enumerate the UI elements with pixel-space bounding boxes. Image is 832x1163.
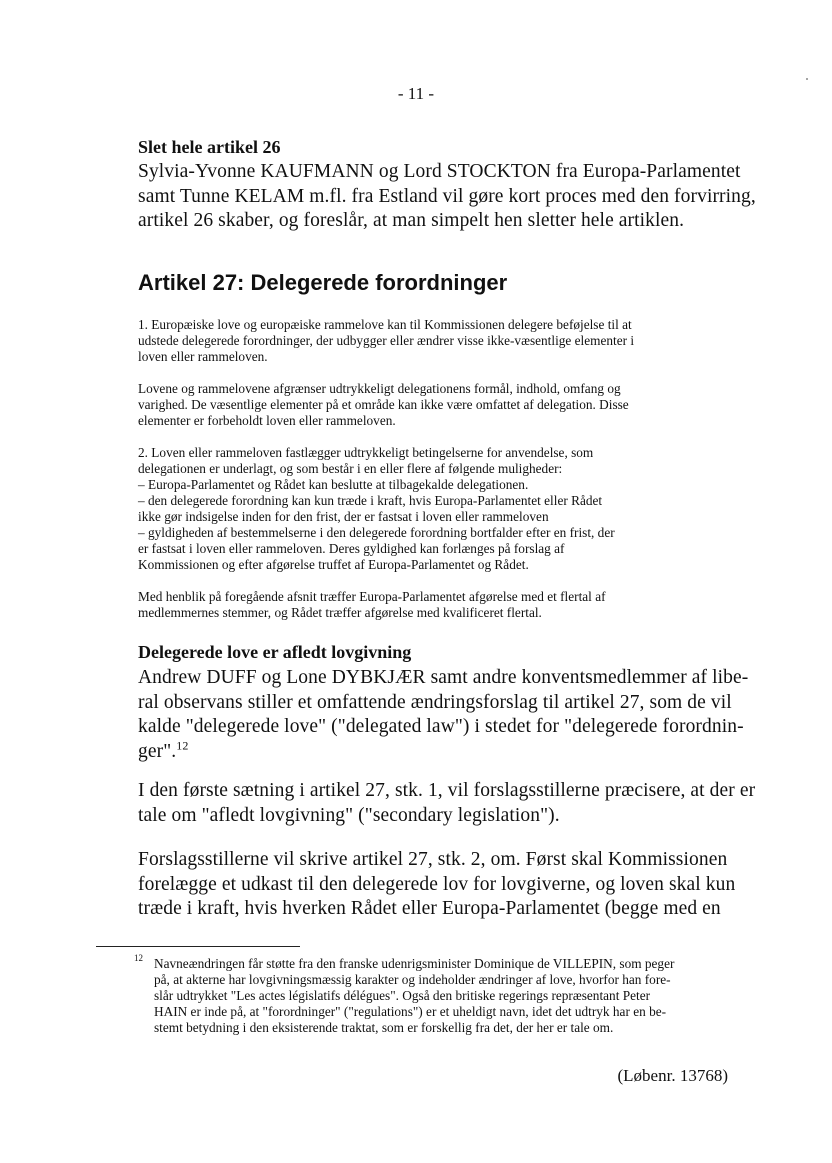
text-line: 2. Loven eller rammeloven fastlægger udtrykkeligt betingelserne for anvendelse, som	[138, 445, 594, 460]
section-heading-delegated-laws: Delegerede love er afledt lovgivning	[138, 642, 412, 662]
text-line: på, at akterne har lovgivningsmæssig karakter og indeholder ændringer af love, hvorfor han fore-	[154, 972, 671, 987]
text-line: tale om "afledt lovgivning" ("secondary legislation").	[138, 804, 560, 826]
text-line: kalde "delegerede love" ("delegated law") i stedet for "delegerede forordnin-	[138, 716, 744, 737]
text-line: elementer er forbeholdt loven eller rammeloven.	[138, 413, 396, 428]
text-line: Lovene og rammelovene afgrænser udtrykkeligt delegationens formål, indhold, omfang og	[138, 381, 621, 396]
scan-speck	[806, 78, 808, 80]
text-line: Forslagsstillerne vil skrive artikel 27, stk. 2, om. Først skal Kommissionen	[138, 849, 728, 870]
text-line: Med henblik på foregående afsnit træffer Europa-Parlamentet afgørelse med et flertal af	[138, 589, 606, 604]
text-line: er fastsat i loven eller rammeloven. Deres gyldighed kan forlænges på forslag af	[138, 541, 565, 556]
text-line: Kommissionen og efter afgørelse truffet af Europa-Parlamentet og Rådet.	[138, 557, 529, 572]
text-line: træde i kraft, hvis hverken Rådet eller Europa-Parlamentet (begge med en	[138, 898, 721, 919]
text-line: ikke gør indsigelse inden for den frist, der er fastsat i loven eller rammeloven	[138, 509, 549, 524]
footnote-number: 12	[134, 953, 143, 963]
text-line: – gyldigheden af bestemmelserne i den delegerede forordning bortfalder efter en frist, der	[138, 525, 615, 540]
text-line: artikel 26 skaber, og foreslår, at man simpelt hen sletter hele artiklen.	[138, 210, 685, 231]
text-line: Sylvia-Yvonne KAUFMANN og Lord STOCKTON fra Europa-Parlamentet	[138, 161, 741, 182]
text-line: slår udtrykket "Les actes législatifs délégues". Også den britiske regerings repræsentant Peter	[154, 988, 651, 1003]
text-line-end: ger".	[138, 740, 177, 762]
text-line: delegationen er underlagt, og som består i en eller flere af følgende muligheder:	[138, 461, 563, 476]
text-line: I den første sætning i artikel 27, stk. 1, vil forslagsstillerne præcisere, at der er	[138, 780, 756, 801]
section-heading-delete-article-26: Slet hele artikel 26	[138, 137, 281, 157]
footnote-text	[154, 956, 744, 1036]
text-line: 1. Europæiske love og europæiske rammelove kan til Kommissionen delegere beføjelse til at	[138, 317, 632, 332]
section2-paragraph	[138, 666, 758, 764]
paragraph-secondary-legislation	[138, 779, 758, 828]
text-line: udstede delegerede forordninger, der udbygger eller ændrer visse ikke-væsentlige elementer i	[138, 333, 635, 348]
page-number: - 11 -	[397, 84, 435, 103]
text-line: – den delegerede forordning kan kun træde i kraft, hvis Europa-Parlamentet eller Rådet	[138, 493, 603, 508]
article-27-heading: Artikel 27: Delegerede forordninger	[138, 270, 508, 295]
text-line: loven eller rammeloven.	[138, 349, 268, 364]
article-block-2	[138, 381, 698, 429]
text-line: samt Tunne KELAM m.fl. fra Estland vil gøre kort proces med den forvirring,	[138, 185, 756, 207]
text-line: HAIN er inde på, at "forordninger" ("regulations") er et uheldigt navn, idet det udtryk har en be-	[154, 1004, 667, 1019]
article-block-3	[138, 445, 698, 573]
footnote-separator	[96, 946, 300, 947]
text-line: Andrew DUFF og Lone DYBKJÆR samt andre konventsmedlemmer af libe-	[138, 667, 749, 688]
article-block-4	[138, 589, 698, 621]
text-line: Navneændringen får støtte fra den franske udenrigsminister Dominique de VILLEPIN, som peger	[154, 956, 675, 971]
text-line: – Europa-Parlamentet og Rådet kan beslutte at tilbagekalde delegationen.	[138, 477, 529, 492]
text-line	[138, 740, 758, 765]
text-line: varighed. De væsentlige elementer på et område kan ikke være omfattet af delegation. Disse	[138, 397, 629, 412]
serial-number: (Løbenr. 13768)	[617, 1066, 728, 1085]
article-27-text	[138, 317, 698, 621]
paragraph-article-27-rewrite	[138, 848, 758, 922]
footnote-reference: 12	[176, 738, 189, 752]
text-line: forelægge et udkast til den delegerede lov for lovgiverne, og loven skal kun	[138, 873, 736, 895]
text-line: stemt betydning i den eksisterende traktat, som er forskellig fra det, der her er tale om.	[154, 1020, 614, 1035]
article-block-1	[138, 317, 698, 365]
text-line: ral observans stiller et omfattende ændringsforslag til artikel 27, som de vil	[138, 691, 732, 713]
section1-paragraph	[138, 160, 758, 234]
text-line: medlemmernes stemmer, og Rådet træffer afgørelse med kvalificeret flertal.	[138, 605, 542, 620]
